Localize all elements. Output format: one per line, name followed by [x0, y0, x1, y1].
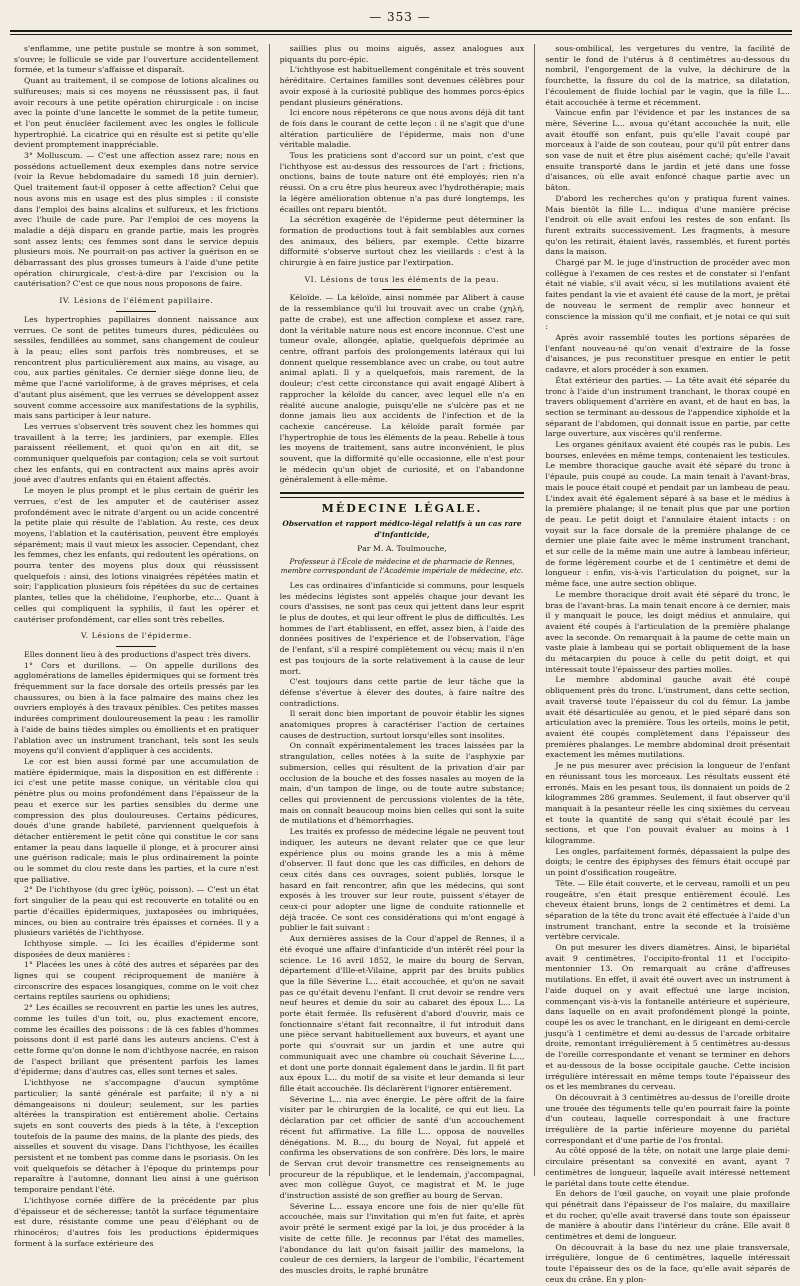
- column-divider: [534, 44, 535, 1176]
- paragraph: 1° Cors et durillons. — On appelle durillons des agglomérations de lamelles épidermiques qui se forment très fréquemment sur la face dorsale des orteils pressés par les chaussures, ou bien à la face palmaire des mains chez les ouvriers employés à des travaux pénibles. Ces petites masses indurées compriment douloureusement la peau : les ramollir à l'aide de bains tièdes simples ou émollients et en pratiquer l'ablation avec un instrument tranchant, tels sont les seuls moyens qu'il convient d'appliquer à ces accidents.: [14, 660, 259, 756]
- paragraph: État extérieur des parties. — La tête avait été séparée du tronc à l'aide d'un instrument tranchant, le thorax coupé en travers obliquement d'arrière en avant, et de haut en bas, la section se terminant au-dessous de l'appendice xiphoïde et la séparant de l'abdomen, qui donnait issue en partie, par cette large ouverture, aux viscères qu'il renferme.: [545, 375, 791, 439]
- paragraph: Ichthyose simple. — Ici les écailles d'épiderme sont disposées de deux manières :: [14, 938, 259, 959]
- paragraph: Séverine L... essaya encore une fois de nier qu'elle fût accouchée, mais sur l'invitation qui m'en fut faite, et après avoir prêté le serment exigé par la loi, je dus procéder à la visite de cette fille. Je reconnus par l'état des mamelles, l'abondance du lait qu'on faisait jaillir des mamelons, la couleur de ces derniers, la largeur de l'ombilic, l'écartement des muscles droits, le raphé brunâtre: [279, 1201, 525, 1275]
- paragraph: La sécrétion exagérée de l'épiderme peut déterminer la formation de productions tout à fait semblables aux cornes des animaux, des béliers, par exemple. Cette bizarre difformité s'observe surtout chez les vieillards : c'est à la chirurgie à en faire justice par l'extirpation.: [279, 215, 525, 268]
- paragraph: Il serait donc bien important de pouvoir établir les signes anatomiques propres à caractériser l'action de certaines causes de destruction, surtout lorsqu'elles sont insolites.: [279, 709, 525, 740]
- page-columns: [14, 44, 791, 1284]
- paragraph: Ici encore nous répéterons ce que nous avons déjà dit tant de fois dans le courant de cette leçon : il ne s'agit que d'une altération particulière de l'épiderme, mais non d'une véritable maladie.: [279, 108, 525, 150]
- paragraph: Les organes génitaux avaient été coupés ras le pubis. Les bourses, enlevées en même temps, contenaient les testicules. Le membre thoracique gauche avait été séparé du tronc à l'épaule, puis coupé au coude. La main tenait à l'avant-bras, mais le pouce était coupé et pendait par un lambeau de peau. L'index avait été également séparé à sa base et le médius à la première phalange; il ne tenait plus que par une portion de peau. Le petit doigt et l'annulaire étaient intacts : on voyait sur la face dorsale de la première phalange de ce dernier une plaie faite avec le même instrument tranchant, et sur celle de la même main une autre à lambeau inférieur, de forme légèrement courbe et de 1 centimètre et demi de longueur : enfin, vis-à-vis l'articulation du poignet, sur la même face, une autre section oblique.: [545, 440, 791, 589]
- paragraph: C'est toujours dans cette partie de leur tâche que la défense s'évertue à élever des doutes, à faire naître des contradictions.: [279, 677, 525, 708]
- paragraph: Au côté opposé de la tête, on notait une large plaie demi-circulaire présentant sa convexité en avant, ayant 7 centimètres de longueur, laquelle avait intéressé nettement le pariétal dans toute cette étendue.: [545, 1146, 791, 1188]
- paragraph: Chargé par M. le juge d'instruction de procéder avec mon collègue à l'examen de ces restes et de constater si l'enfant était né viable, s'il avait vécu, si les mutilations avaient été faites pendant la vie et avaient été cause de la mort, je prêtai de nouveau le serment de remplir avec honneur et conscience la mission qu'il me confiait, et je notai ce qui suit :: [545, 258, 791, 332]
- column-divider: [269, 44, 270, 1176]
- paragraph: On put mesurer les divers diamètres. Ainsi, le bipariétal avait 9 centimètres, l'occipito-frontal 11 et l'occipito-mentonnier 13. On remarquait au crâne d'affreuses mutilations. En effet, il avait été ouvert avec un instrument à l'aide duquel on y avait effectué une large incision, commençant vis-à-vis la fontanelle antérieure et supérieure, dans laquelle on en avait profondément plongé la pointe, coupé les os avec le tranchant, en le dirigeant en demi-cercle jusqu'à 1 centimètre et demi au-dessus de l'arcade orbitaire droite, remontant irrégulièrement à 5 centimètres au-dessus de l'oreille correspondante et venant se terminer en dehors et au-dessous de la bosse occipitale gauche. Cette incision irrégulière intéressait en même temps toute l'épaisseur des os et les membranes du cerveau.: [545, 943, 791, 1092]
- author-affiliation: Professeur à l'École de médecine et de pharmacie de Rennes, membre correspondant de l'Académie impériale de médecine, etc.: [280, 556, 524, 576]
- paragraph: saillies plus ou moins aiguës, assez analogues aux piquants du porc-épic.: [279, 44, 525, 64]
- paragraph: L'ichthyose ne s'accompagne d'aucun symptôme particulier; la santé générale est parfaite; il n'y a ni démangeaisons ni douleur; seulement, sur les parties altérées la transpiration est entièrement abolie. Certains sujets en sont couverts des pieds à la tête, à l'exception toutefois de la paume des mains, de la plante des pieds, des aisselles et souvent du visage. Dans l'ichthyose, les écailles persistent et ne tombent pas comme dans le psoriasis. On les voit quelquefois se détacher à l'époque du printemps pour reparaître à l'automne, donnant lieu ainsi à une guérison temporaire pendant l'été.: [14, 1078, 259, 1195]
- heading-rule: [116, 311, 156, 312]
- header-rule: [10, 30, 792, 32]
- page-number: — 353 —: [369, 10, 431, 24]
- paragraph: Le membre abdominal gauche avait été coupé obliquement près du tronc. L'instrument, dans cette section, avait traversé toute l'épaisseur du col du fémur. La jambe avait été désarticulée au genou, et le pied séparé dans son articulation avec la première. Tous les orteils, moins le petit, avaient été coupés complètement dans l'épaisseur des premières phalanges. Le membre abdominal droit présentait exactement les mêmes mutilations.: [545, 675, 791, 760]
- paragraph: Les hypertrophies papillaires donnent naissance aux verrues. Ce sont de petites tumeurs dures, pédiculées ou sessiles, fendillées au sommet, sans changement de couleur à la peau; elles sont parfois très nombreuses, et se rencontrent plus particulièrement aux mains, au visage, au cou, aux parties génitales. Ce dernier siège donne lieu, de même que l'acné varioliforme, à de graves méprises, et cela d'autant plus aisément, que les verrues se développent assez souvent comme accessoire aux manifestations de la syphilis, mais sans participer à leur nature.: [14, 314, 259, 421]
- paragraph: Tous les praticiens sont d'accord sur un point, c'est que l'ichthyose est au-dessus des ressources de l'art : frictions, onctions, bains de toute nature ont été employés; rien n'a réussi. On a cru être plus heureux avec l'hydrothérapie; mais la légère amélioration obtenue n'a pas duré longtemps, les écailles ont reparu bientôt.: [279, 151, 525, 214]
- paragraph: Elles donnent lieu à des productions d'aspect très divers.: [24, 649, 251, 659]
- paragraph: 3° Molluscum. — C'est une affection assez rare; nous en possédons actuellement deux exemples dans notre service (voir la Revue hebdomadaire du samedi 18 juin dernier). Quel traitement faut-il opposer à cette affection? Celui que nous avons mis en usage est des plus simples : il consiste dans l'emploi des bains alcalins et sulfureux, et les frictions avec l'huile de cade pure. Par l'emploi de ces moyens la maladie a déjà disparu en grande partie, mais les progrès sont assez lents; ces femmes sont dans le service depuis plusieurs mois. Ne pourrait-on pas activer la guérison en se débarrassant des plus grosses tumeurs à l'aide d'une petite opération chirurgicale, c'est-à-dire par l'excision ou la cautérisation? C'est ce que nous nous proposons de faire.: [14, 151, 259, 289]
- article-title: MÉDECINE LÉGALE.: [321, 502, 483, 516]
- section-separator: [280, 492, 525, 498]
- header-rule-thin: [10, 34, 792, 35]
- section-heading: V. Lésions de l'épiderme.: [80, 631, 192, 641]
- section-heading: IV. Lésions de l'élément papillaire.: [59, 296, 214, 306]
- column-right: [545, 44, 791, 1284]
- column-left: [14, 44, 259, 1248]
- paragraph: 1° Placées les unes à côté des autres et séparées par des lignes qui se coupent réciproquement de manière à circonscrire des espaces losangiques, comme on le voit chez certains reptiles sauriens ou ophidiens;: [14, 960, 259, 1002]
- paragraph: Tête. — Elle était couverte, et le cerveau, ramolli et un peu rougeâtre, s'en était presque entièrement écoulé. Les cheveux étaient bruns, longs de 2 centimètres et demi. La séparation de la tête du tronc avait été effectuée à l'aide d'un instrument tranchant, entre la seconde et la troisième vertèbre cervicale.: [545, 878, 791, 942]
- paragraph: Séverine L... nia avec énergie. Le père offrit de la faire visiter par le chirurgien de la localité, ce qui eut lieu. La déclaration par cet officier de santé d'un accouchement récent fut affirmative. La fille L... opposa de nouvelles dénégations. M. B..., du bourg de Noyal, fut appelé et confirma les observations de son confrère. Dès lors, le maire de Servan crut devoir transmettre ces renseignements au procureur de la république, et le lendemain, j'accompagnai, avec mon collègue Guyot, ce magistrat et M. le juge d'instruction assisté de son greffier au bourg de Servan.: [279, 1094, 525, 1201]
- paragraph: On connaît expérimentalement les traces laissées par la strangulation, celles notées à la suite de l'asphyxie par submersion, celles qui résultent de la privation d'air par occlusion de la bouche et des fosses nasales au moyen de la main, d'un tampon de linge, ou de toute autre substance; celles qui proviennent de percussions violentes de la tête, mais on connaît beaucoup moins bien celles qui sont la suite de mutilations et d'hémorrhagies.: [279, 741, 525, 826]
- paragraph: L'ichthyose est habituellement congénitale et très souvent héréditaire. Certaines familles sont devenues célèbres pour avoir exposé à la curiosité publique des hommes porcs-épics pendant plusieurs générations.: [279, 65, 525, 107]
- paragraph: Après avoir rassemblé toutes les portions séparées de l'enfant nouveau-né qu'on venait d'extraire de la fosse d'aisances, je pus reconstituer presque en entier le petit cadavre, et alors procéder à son examen.: [545, 332, 791, 375]
- paragraph: Les traités ex professo de médecine légale ne peuvent tout indiquer, les auteurs ne devant relater que ce que leur expérience plus ou moins grande les a mis à même d'observer. Il faut donc que les cas difficiles, en dehors de ceux cités dans ces ouvrages, soient publiés, lorsque le hasard en fait rencontrer, afin que les médecins, qui sont exposés à les trouver sur leur route, puissent s'étayer de ceux-ci pour adopter une ligne de conduite rationnelle et déjà tracée. Ce sont ces considérations qui m'ont engagé à publier le fait suivant :: [279, 827, 525, 933]
- paragraph: On découvrait à 3 centimètres au-dessus de l'oreille droite une trouée des téguments telle qu'en pourrait faire la pointe d'un couteau, laquelle correspondait à une fracture irrégulière de la partie inférieure moyenne du pariétal correspondant et d'une partie de l'os frontal.: [545, 1092, 791, 1145]
- paragraph: Vaincue enfin par l'évidence et par les instances de sa mère, Séverine L... avoua qu'étant accouchée la nuit, elle avait étouffé son enfant, puis qu'elle l'avait coupé par morceaux à l'aide de son couteau, pour qu'il pût entrer dans son vase de nuit et être plus aisément caché; qu'elle l'avait ensuite transporté dans le jardin et jeté dans une fosse d'aisances, où elle avait enfoncé chaque partie avec un bâton.: [545, 108, 791, 193]
- paragraph: D'abord les recherches qu'on y pratiqua furent vaines. Mais bientôt la fille L... indiqua d'une manière précise l'endroit où elle avait enfoui les restes de son enfant. Ils furent extraits successivement. Les fragments, à mesure qu'on les retirait, étaient lavés, rassemblés, et furent portés dans la maison.: [545, 193, 791, 257]
- heading-rule: [382, 289, 422, 290]
- paragraph: Le cor est bien aussi formé par une accumulation de matière épidermique, mais la disposition en est différente : ici c'est une petite masse conique, un véritable clou qui pénètre plus ou moins profondément dans l'épaisseur de la peau et exerce sur les parties sensibles du derme une compression des plus douloureuses. Certains pédicures, doués d'une grande habileté, parviennent quelquefois à détacher entièrement le petit cône qui constitue le cor sans entamer la peau dans laquelle il plonge, et à procurer ainsi une guérison radicale; mais le plus ordinairement la pointe ou le sommet du clou reste dans les parties, et la cure n'est que palliative.: [14, 757, 259, 884]
- section-heading: VI. Lésions de tous les éléments de la peau.: [304, 274, 500, 284]
- paragraph: s'enflamme, une petite pustule se montre à son sommet, s'ouvre; le follicule se vide par l'ouverture accidentellement formée, et la tumeur s'affaisse et disparaît.: [14, 44, 259, 75]
- paragraph: Quant au traitement, il se compose de lotions alcalines ou sulfureuses; mais si ces moyens ne réussissent pas, il faut avoir recours à une petite opération chirurgicale : on incise avec la pointe d'une lancette le sommet de la petite tumeur, et l'on peut énucléer facilement avec les ongles le follicule hypertrophié. La cicatrice qui en résulte est si petite qu'elle devient promptement inappréciable.: [14, 76, 259, 150]
- paragraph: On découvrait à la base du nez une plaie transversale, irrégulière, longue de 6 centimètres, laquelle intéressait toute l'épaisseur des os de la face, qu'elle avait séparés de ceux du crâne. En y plon-: [545, 1242, 791, 1284]
- paragraph: L'ichthyose cornée diffère de la précédente par plus d'épaisseur et de sécheresse; tantôt la surface tégumentaire est dure, résistante comme une peau d'éléphant ou de rhinocéros; d'autres fois les productions épidermiques forment à la surface extérieure des: [14, 1195, 259, 1248]
- paragraph: Les cas ordinaires d'infanticide si communs, pour lesquels les médecins légistes sont appelés chaque jour devant les cours d'assises, ne sont pas ceux qui jettent dans leur esprit le plus de doutes, et qui leur offrent le plus de difficultés. Les hommes de l'art établissent, en effet, assez bien, à l'aide des données positives de l'expérience et de l'observation, l'âge de l'enfant, s'il a respiré complètement ou vécu; mais il n'en est pas toujours de la sorte relativement à la cause de leur mort.: [279, 580, 525, 676]
- paragraph: En dehors de l'œil gauche, on voyait une plaie profonde qui pénétrait dans l'épaisseur de l'os malaire, du maxillaire et du rocher, qu'elle avait traversé dans toute son épaisseur de manière à aboutir dans l'intérieur du crâne. Elle avait 8 centimètres et demi de longueur.: [545, 1189, 791, 1242]
- author-name: Par M. A. Toulmouche,: [357, 544, 447, 554]
- paragraph: Kéloïde. — La kéloïde, ainsi nommée par Alibert à cause de la ressemblance qu'il lui trouvait avec un crabe (χηλή, patte de crabe), est une affection complexe et assez rare, dont la véritable nature nous est encore inconnue. C'est une tumeur ovale, allongée, aplatie, quelquefois déprimée au centre, offrant parfois des prolongements latéraux qui lui donnent quelque ressemblance avec un crabe, ou tout autre animal aplati. Il y a quelquefois, mais rarement, de la douleur; c'est cette circonstance qui avait engagé Alibert à rapprocher la kéloïde du cancer, avec lequel elle n'a en réalité aucune analogie, puisqu'elle ne s'ulcère pas et ne donne jamais lieu aux accidents de l'infection et de la cachexie cancéreuse. La kéloïde paraît formée par l'hypertrophie de tous les éléments de la peau. Rebelle à tous les moyens de traitement, sans autre inconvénient, le plus souvent, que la difformité qu'elle occasionne, elle n'est pour le médecin qu'un objet de curiosité, et on l'abandonne généralement à elle-même.: [279, 293, 525, 485]
- paragraph: Je ne pus mesurer avec précision la longueur de l'enfant en réunissant tous les morceaux. Les résultats eussent été erronés. Mais en les pesant tous, ils donnaient un poids de 2 kilogrammes 286 grammes. Seulement, il faut observer qu'il manquait à la pesanteur réelle les cinq sixièmes du cerveau et toute la quantité de sang qui s'était écoulé par les sections, et que l'on pouvait évaluer au moins à 1 kilogramme.: [545, 761, 791, 846]
- paragraph: 2° De l'ichthyose (du grec ἰχθύς, poisson). — C'est un état fort singulier de la peau qui est recouverte en totalité ou en partie d'écailles épidermiques, juxtaposées ou imbriquées, minces, ou bien au contraire très épaisses et cornées. Il y a plusieurs variétés de l'ichthyose.: [14, 885, 259, 938]
- paragraph: Les verrues s'observent très souvent chez les hommes qui travaillent à la terre; les jardiniers, par exemple. Elles paraissent réellement, et quoi qu'on en ait dit, se communiquer quelquefois par contagion; cela se voit surtout chez les enfants, qui en contractent aux mains après avoir joué avec d'autres enfants qui en étaient affectés.: [14, 421, 259, 485]
- heading-rule: [116, 646, 156, 647]
- paragraph: Le moyen le plus prompt et le plus certain de guérir les verrues, c'est de les amputer et de cautériser assez profondément avec le nitrate d'argent ou un acide concentré la petite plaie qui résulte de l'ablation. Au reste, ces deux moyens, l'ablation et la cautérisation, peuvent être employés séparément; mais il vaut mieux les associer. Cependant, chez les femmes, chez les enfants, qui redoutent les opérations, on pourra tenter des moyens plus doux qui réussissent quelquefois : ainsi, des lotions vinaigrées répétées matin et soir; l'application plusieurs fois répétées du suc de certaines plantes, telles que la chélidoine, l'euphorbe, etc... Quant à celles qui compliquent la syphilis, il faut les opérer et cautériser profondément, car elles sont très rebelles.: [14, 486, 259, 624]
- paragraph: Le membre thoracique droit avait été séparé du tronc, le bras de l'avant-bras. La main tenait encore à ce dernier, mais il y manquait le pouce, les doigt médius et annulaire, qui avaient été coupés à l'articulation de la première phalange avec la seconde. On remarquait à la paume de cette main un vaste plaie à lambeau qui se portait obliquement de la base du métacarpien du pouce à celle du petit doigt, et qui intéressait toute l'épaisseur des parties molles.: [545, 589, 791, 674]
- paragraph: 2° Les écailles se recouvrent en partie les unes les autres, comme les tuiles d'un toit, ou, plus exactement encore, comme les écailles des poissons : de là ces fables d'hommes poissons dont il est parlé dans les auteurs anciens. C'est à cette forme qu'on donne le nom d'ichthyose nacrée, en raison de l'aspect brillant que présentent parfois les lames d'épiderme; dans d'autres cas, elles sont ternes et sales.: [14, 1003, 259, 1077]
- paragraph: Aux dernières assises de la Cour d'appel de Rennes, il a été évoqué une affaire d'infanticide d'un intérêt réel pour la science. Le 16 avril 1852, le maire du bourg de Servan, département d'Ille-et-Vilaine, apprit par des bruits publics que la fille Séverine L... était accouchée, et qu'on ne savait pas ce qu'était devenu l'enfant. Il crut devoir se rendre vers neuf heures et demie du soir au cabaret des époux L... La porte était fermée. Ils refusèrent d'abord d'ouvrir, mais ce fonctionnaire s'étant fait reconnaître, il fut introduit dans une pièce servant habituellement aux buveurs, et ayant une porte qui s'ouvrait sur un jardin et une autre qui communiquait avec une chambre où couchait Séverine L..., et dont une porte donnait également dans le jardin. Il fit part aux époux L... du motif de sa visite et leur demanda si leur fille était accouchée. Ils déclarèrent l'ignorer entièrement.: [279, 934, 525, 1093]
- paragraph: Les ongles, parfaitement formés, dépassaient la pulpe des doigts; le centre des épiphyses des fémurs était occupé par un point d'ossification rougeâtre.: [545, 846, 791, 878]
- paragraph: sous-ombilical, les vergetures du ventre, la facilité de sentir le fond de l'utérus à 8 centimètres au-dessous du nombril, l'engorgement de la vulve, la déchirure de la fourchette, la fissure du col de la matrice, sa dilatation, l'écoulement de fluide lochial par le vagin, que la fille L... était accouchée à terme et récemment.: [545, 44, 791, 107]
- column-middle: [279, 44, 525, 1275]
- article-subtitle: Observation et rapport médico-légal relatifs à un cas rare d'infanticide,: [282, 518, 522, 539]
